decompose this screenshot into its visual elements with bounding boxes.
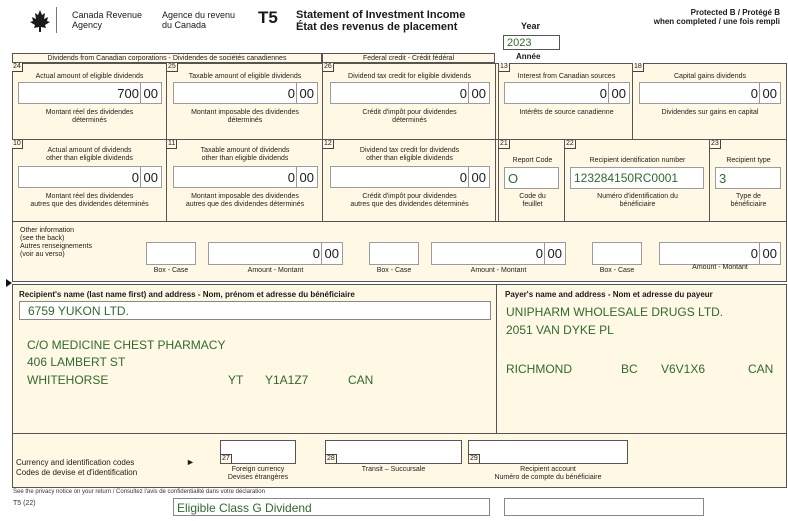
box-10-cents: 00 — [143, 170, 158, 185]
other-box-1[interactable] — [146, 242, 196, 265]
box-26-amount[interactable] — [330, 82, 490, 104]
payer-postal: V6V1X6 — [661, 362, 706, 376]
box-27-label-line1: Foreign currency — [231, 466, 285, 473]
box-29-label-line2: Numéro de compte du bénéficiaire — [494, 474, 602, 481]
other-box-3[interactable] — [592, 242, 642, 265]
box-10-amount[interactable] — [18, 166, 162, 188]
box-13-label-fr: Intérêts de source canadienne — [519, 109, 614, 116]
box-24-amount[interactable] — [18, 82, 162, 104]
box-24-number: 24 — [13, 63, 21, 70]
box-12-dollars: 0 — [459, 170, 467, 185]
other-amount-3-cents: 00 — [762, 246, 777, 261]
other-info-line1: Other information — [20, 227, 75, 234]
other-info-line3: Autres renseignements — [20, 243, 92, 250]
recipient-postal: Y1A1Z7 — [265, 373, 309, 387]
recipient-name-field[interactable] — [19, 301, 491, 320]
box-10-en-line2: other than eligible dividends — [46, 155, 133, 162]
box-24-label-fr — [12, 109, 167, 125]
box-25-label-fr — [167, 109, 323, 125]
other-amount-1-label: Amount - Montant — [247, 267, 304, 274]
box-18-dollars: 0 — [750, 86, 758, 101]
box-25 — [167, 63, 323, 140]
box-26-cents: 00 — [471, 86, 486, 101]
payer-name: UNIPHARM WHOLESALE DRUGS LTD. — [506, 305, 724, 319]
box-18-label-fr: Dividendes sur gains en capital — [661, 109, 759, 116]
box-25-dollars: 0 — [287, 86, 295, 101]
box-23-value: 3 — [719, 171, 727, 186]
box-18-amount[interactable] — [639, 82, 781, 104]
other-amount-1[interactable] — [208, 242, 343, 265]
other-amount-1-cents: 00 — [324, 246, 339, 261]
box-13-label-en: Interest from Canadian sources — [517, 73, 616, 80]
box-13-cents: 00 — [611, 86, 626, 101]
box-28 — [325, 440, 462, 464]
box-10-number: 10 — [13, 140, 21, 147]
form-title-en: Statement of Investment Income — [296, 9, 466, 21]
box-24-cents: 00 — [143, 86, 158, 101]
dividends-section-header: Dividends from Canadian corporations - Dividendes de sociétés canadiennes — [12, 53, 322, 63]
box-22 — [565, 140, 710, 222]
other-amount-2-dollars: 0 — [535, 246, 543, 261]
box-25-fr-line1: Montant imposable des dividendes — [191, 109, 299, 116]
box-21-fr-line2: feuillet — [522, 201, 543, 208]
federal-credit-section-header: Federal credit - Crédit fédéral — [322, 53, 495, 63]
box-13-amount[interactable] — [504, 82, 630, 104]
box-28-number: 28 — [327, 455, 335, 462]
year-label: Year — [521, 21, 541, 31]
box-24-dollars: 700 — [117, 86, 139, 101]
box-24-fr-line2: déterminés — [72, 117, 107, 124]
box-12 — [323, 140, 496, 222]
other-amount-1-dollars: 0 — [312, 246, 320, 261]
box-11-label-fr — [167, 193, 323, 209]
box-23-number: 23 — [711, 140, 719, 147]
box-29-label — [468, 466, 628, 482]
box-18-label-en: Capital gains dividends — [674, 73, 746, 80]
other-info-line4: (voir au verso) — [20, 251, 65, 258]
box-26-fr-line1: Crédit d'impôt pour dividendes — [362, 109, 457, 116]
box-11-en-line2: other than eligible dividends — [201, 155, 289, 162]
box-11-cents: 00 — [299, 170, 314, 185]
box-23-label-en: Recipient type — [726, 157, 771, 164]
form-version: T5 (22) — [13, 500, 36, 507]
box-26 — [323, 63, 496, 140]
other-box-2[interactable] — [369, 242, 419, 265]
box-22-fr-line1: Numéro d'identification du — [597, 193, 678, 200]
privacy-notice: See the privacy notice on your return / Consultez l'avis de confidentialité dans votre déclaration — [13, 489, 265, 495]
box-26-label-en: Dividend tax credit for eligible dividends — [348, 73, 471, 80]
box-12-fr-line2: autres que des dividendes déterminés — [350, 201, 469, 208]
agency-en-line1: Canada Revenue — [72, 10, 143, 20]
agency-fr-line2: du Canada — [162, 20, 207, 30]
recipient-address-line1: C/O MEDICINE CHEST PHARMACY — [27, 338, 226, 352]
recipient-province: YT — [228, 373, 244, 387]
box-18 — [633, 63, 787, 140]
box-11 — [167, 140, 323, 222]
box-21 — [498, 140, 565, 222]
box-26-dollars: 0 — [459, 86, 467, 101]
box-21-field[interactable] — [504, 167, 559, 189]
box-24-label-en: Actual amount of eligible dividends — [35, 73, 144, 80]
protected-notice — [610, 8, 780, 26]
box-27-label — [210, 466, 306, 482]
box-10-fr-line1: Montant réel des dividendes — [45, 193, 134, 200]
box-11-fr-line1: Montant imposable des dividendes — [191, 193, 299, 200]
box-12-cents: 00 — [471, 170, 486, 185]
payer-province: BC — [621, 362, 638, 376]
box-11-label-en — [167, 147, 323, 163]
box-12-amount[interactable] — [330, 166, 490, 188]
box-10-dollars: 0 — [131, 170, 139, 185]
currency-codes-en: Currency and identification codes — [16, 458, 135, 467]
agency-fr-line1: Agence du revenu — [162, 10, 236, 20]
recipient-address-line2: 406 LAMBERT ST — [27, 355, 126, 369]
box-22-fr-line2: bénéficiaire — [619, 201, 656, 208]
box-26-fr-line2: déterminés — [392, 117, 427, 124]
box-27-input[interactable] — [235, 441, 295, 463]
recipient-heading: Recipient's name (last name first) and address - Nom, prénom et adresse du bénéficiaire — [19, 290, 355, 299]
box-25-fr-line2: déterminés — [227, 117, 263, 124]
currency-codes-label — [16, 458, 137, 478]
description-field[interactable] — [173, 498, 490, 516]
header-divider — [56, 7, 57, 33]
form-title — [296, 9, 465, 33]
box-22-number: 22 — [566, 140, 574, 147]
payer-heading: Payer's name and address - Nom et adresse du payeur — [505, 290, 713, 299]
other-amount-2-cents: 00 — [547, 246, 562, 261]
box-21-fr-line1: Code du — [519, 193, 546, 200]
other-box-3-label: Box - Case — [599, 267, 635, 274]
box-21-label-fr — [499, 193, 566, 209]
box-28-label: Transit – Succursale — [361, 466, 426, 473]
box-12-en-line2: other than eligible dividends — [366, 155, 453, 162]
box-27-number: 27 — [222, 455, 230, 462]
codes-arrow-icon: ► — [186, 457, 195, 467]
agency-name-en — [72, 10, 142, 30]
box-25-amount[interactable] — [173, 82, 318, 104]
box-27 — [220, 440, 296, 464]
other-box-2-label: Box - Case — [376, 267, 412, 274]
box-13-dollars: 0 — [599, 86, 607, 101]
description-field-2[interactable] — [504, 498, 704, 516]
box-12-label-fr — [323, 193, 496, 209]
year-value: 2023 — [507, 37, 532, 49]
box-10-label-fr — [12, 193, 167, 209]
box-25-label-en: Taxable amount of eligible dividends — [188, 73, 302, 80]
box-21-number: 21 — [500, 140, 508, 147]
box-27-label-line2: Devises étrangères — [227, 474, 289, 481]
currency-codes-fr: Codes de devise et d'identification — [16, 468, 138, 477]
annee-label: Année — [516, 52, 541, 61]
box-11-amount[interactable] — [173, 166, 318, 188]
box-24-fr-line1: Montant réel des dividendes — [45, 109, 134, 116]
box-13 — [498, 63, 633, 140]
payer-city: RICHMOND — [506, 362, 572, 376]
box-23-fr-line1: Type de — [736, 193, 761, 200]
box-12-fr-line1: Crédit d'impôt pour dividendes — [362, 193, 457, 200]
year-field[interactable] — [503, 35, 560, 50]
box-25-number: 25 — [168, 63, 176, 70]
other-amount-3-dollars: 0 — [750, 246, 758, 261]
box-12-number: 12 — [324, 140, 332, 147]
box-26-number: 26 — [324, 63, 332, 70]
recipient-name: 6759 YUKON LTD. — [28, 304, 129, 318]
box-24 — [12, 63, 167, 140]
payer-country: CAN — [748, 362, 774, 376]
box-11-en-line1: Taxable amount of dividends — [200, 147, 290, 154]
box-10-en-line1: Actual amount of dividends — [47, 147, 132, 154]
box-29-input[interactable] — [483, 441, 627, 463]
box-29-label-line1: Recipient account — [520, 466, 576, 473]
box-10-fr-line2: autres que des dividendes déterminés — [30, 201, 149, 208]
other-amount-3-label: Amount - Montant — [692, 264, 748, 271]
box-10 — [12, 140, 167, 222]
box-18-cents: 00 — [762, 86, 777, 101]
box-23-fr-line2: bénéficiaire — [730, 201, 767, 208]
protected-line1: Protected B / Protégé B — [690, 8, 780, 17]
box-23-label-fr — [710, 193, 787, 209]
box-23 — [710, 140, 787, 222]
recipient-city: WHITEHORSE — [27, 373, 109, 387]
box-28-input[interactable] — [340, 441, 461, 463]
box-22-label-en: Recipient identification number — [589, 157, 686, 164]
box-29-number: 29 — [470, 455, 478, 462]
description-value: Eligible Class G Dividend — [177, 501, 312, 515]
box-25-cents: 00 — [299, 86, 314, 101]
box-13-number: 13 — [500, 63, 508, 70]
box-22-label-fr — [565, 193, 710, 209]
box-29 — [468, 440, 628, 464]
box-12-en-line1: Dividend tax credit for dividends — [359, 147, 460, 154]
box-12-label-en — [323, 147, 496, 163]
canada-flag-icon — [27, 8, 53, 34]
form-code: T5 — [258, 8, 278, 27]
other-amount-2-label: Amount - Montant — [470, 267, 527, 274]
box-22-field[interactable] — [570, 167, 704, 189]
box-21-value: O — [508, 171, 519, 186]
box-11-dollars: 0 — [287, 170, 295, 185]
box-21-label-en: Report Code — [512, 157, 553, 164]
other-box-1-label: Box - Case — [153, 267, 189, 274]
form-title-fr: État des revenus de placement — [296, 21, 458, 33]
payer-address-line1: 2051 VAN DYKE PL — [506, 323, 614, 337]
agency-en-line2: Agency — [72, 20, 103, 30]
box-11-fr-line2: autres que des dividendes déterminés — [185, 201, 305, 208]
other-amount-3[interactable] — [659, 242, 781, 265]
agency-name-fr — [162, 10, 235, 30]
box-10-label-en — [12, 147, 167, 163]
box-26-label-fr — [323, 109, 496, 125]
recipient-country: CAN — [348, 373, 374, 387]
box-11-number: 11 — [168, 140, 176, 147]
box-22-value: 123284150RC0001 — [574, 171, 679, 185]
box-23-field[interactable] — [715, 167, 781, 189]
protected-line2: when completed / une fois rempli — [653, 17, 780, 26]
other-info-label — [20, 227, 92, 259]
other-info-line2: (see the back) — [20, 235, 65, 242]
box-18-number: 18 — [634, 63, 642, 70]
other-amount-2[interactable] — [431, 242, 566, 265]
